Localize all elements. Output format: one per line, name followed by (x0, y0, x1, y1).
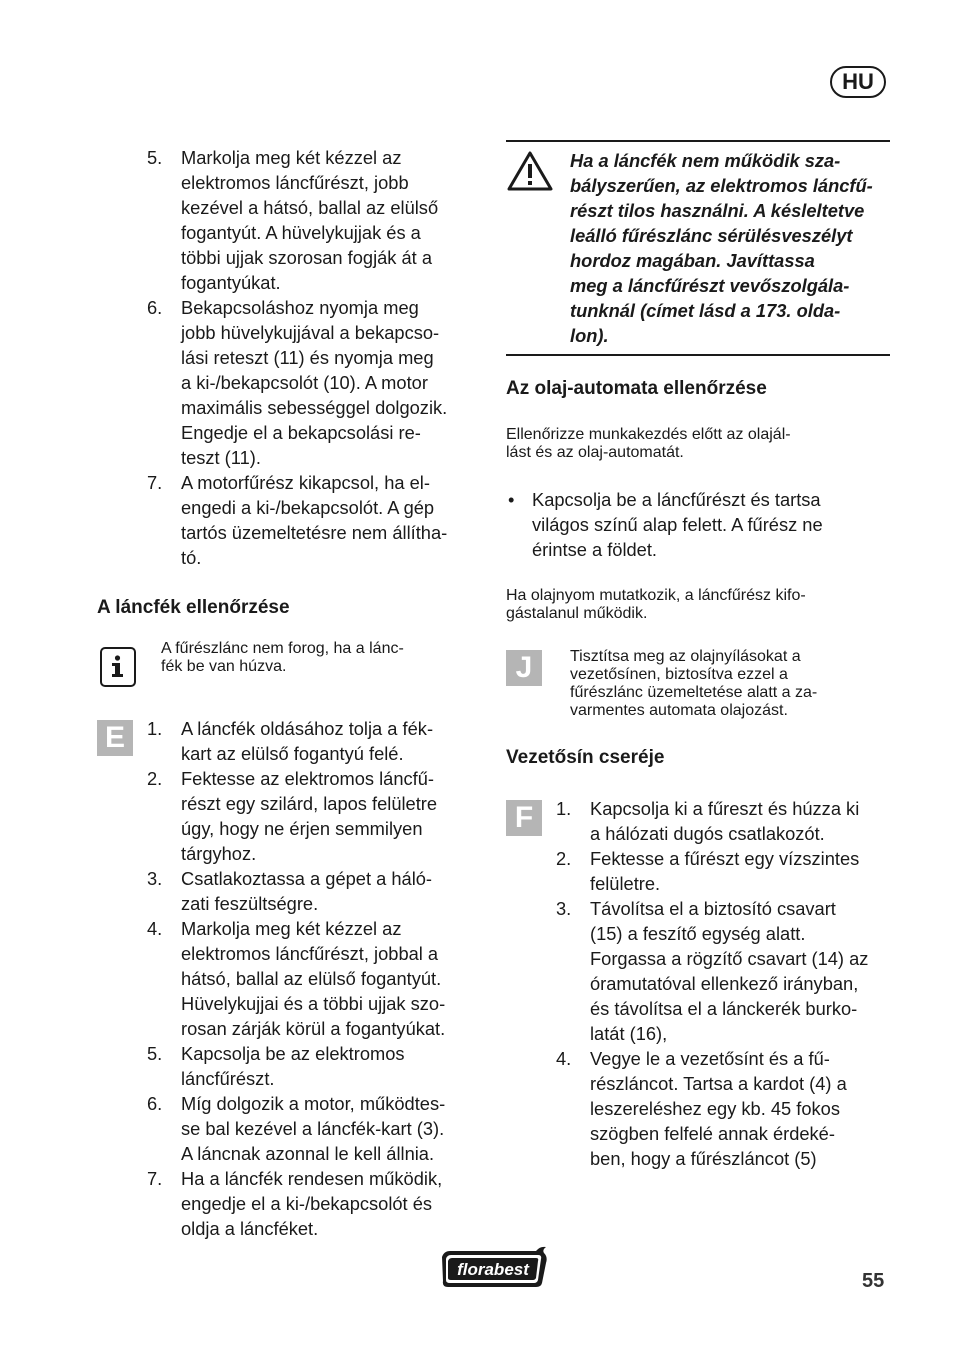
info-note (97, 640, 482, 692)
list-line: lási reteszt (11) és nyomja meg (181, 347, 434, 368)
list-line: Engedje el a bekapcsolási re- (181, 422, 421, 443)
list-number: 1. (147, 718, 163, 739)
left-column (97, 145, 482, 1241)
list-line: ben, hogy a fűrészláncot (5) (590, 1148, 817, 1169)
info-icon (100, 647, 136, 687)
list-item (97, 295, 482, 470)
list-number: 3. (147, 868, 163, 889)
text-line: lon). (570, 325, 609, 346)
warning-box (506, 140, 890, 356)
guide-bar-steps (506, 796, 890, 1171)
text-line: Ellenőrizze munkakezdés előtt az olajál- (506, 426, 791, 443)
text-line: bályszerűen, az elektromos láncfű- (570, 175, 873, 196)
list-item (97, 1166, 482, 1241)
text-line: Kapcsolja be a láncfűrészt és tartsa (532, 489, 821, 510)
list-line: latát (16), (590, 1023, 668, 1044)
list-line: kart az elülső fogantyú felé. (181, 743, 404, 764)
list-line: hátsó, ballal az elülső fogantyút. (181, 968, 442, 989)
right-column (506, 140, 890, 1171)
list-line: Forgassa a rögzítő csavart (14) az (590, 948, 869, 969)
list-line: elektromos láncfűrészt, jobbal a (181, 943, 439, 964)
florabest-logo (438, 1245, 552, 1289)
list-number: 3. (556, 898, 572, 919)
text-line: gástalanul működik. (506, 605, 648, 622)
list-line: Vegye le a vezetősínt és a fű- (590, 1048, 830, 1069)
list-line: fogantyúkat. (181, 272, 281, 293)
list-line: jobb hüvelykujjával a bekapcso- (181, 322, 440, 343)
list-line: a ki-/bekapcsolót (10). A motor (181, 372, 428, 393)
text-line: leálló fűrészlánc sérülésveszélyt (570, 225, 853, 246)
list-item (97, 1041, 482, 1091)
warning-text (570, 148, 890, 348)
list-item (97, 1091, 482, 1166)
list-line: A láncnak azonnal le kell állnia. (181, 1143, 435, 1164)
text-line: részt tilos használni. A késleltetve (570, 200, 865, 221)
list-line: maximális sebességgel dolgozik. (181, 397, 448, 418)
j-note (506, 648, 890, 720)
list-line: Markolja meg két kézzel az (181, 918, 402, 939)
list-number: 7. (147, 472, 163, 493)
list-line: részt egy szilárd, lapos felületre (181, 793, 438, 814)
language-badge: HU (830, 66, 886, 98)
section-letter-f: F (506, 800, 542, 836)
list-line: és távolítsa el a lánckerék burko- (590, 998, 858, 1019)
list-item (97, 916, 482, 1041)
list-line: kezével a hátsó, ballal az elülső (181, 197, 439, 218)
list-line: Bekapcsoláshoz nyomja meg (181, 297, 419, 318)
list-line: leszereléshez egy kb. 45 fokos (590, 1098, 840, 1119)
section-title-oil-check: Az olaj-automata ellenőrzése (506, 378, 767, 399)
list-line: Távolítsa el a biztosító csavart (590, 898, 836, 919)
chain-brake-steps (97, 716, 482, 1241)
text-line: vezetősínen, biztosítva ezzel a (570, 666, 788, 683)
list-line: a hálózati dugós csatlakozót. (590, 823, 825, 844)
list-line: úgy, hogy ne érjen semmilyen (181, 818, 423, 839)
oil-check-result (506, 587, 890, 623)
list-line: engedje el a ki-/bekapcsolót és (181, 1193, 433, 1214)
list-line: Ha a láncfék rendesen működik, (181, 1168, 443, 1189)
text-line: Ha olajnyom mutatkozik, a láncfűrész kifo- (506, 587, 806, 604)
list-item (506, 1046, 890, 1171)
list-line: teszt (11). (181, 447, 261, 468)
list-line: Míg dolgozik a motor, működtes- (181, 1093, 446, 1114)
list-line: A motorfűrész kikapcsol, ha el- (181, 472, 430, 493)
list-line: A láncfék oldásához tolja a fék- (181, 718, 434, 739)
list-line: Hüvelykujjai és a többi ujjak szo- (181, 993, 446, 1014)
list-line: láncfűrészt. (181, 1068, 275, 1089)
list-line: Csatlakoztassa a gépet a háló- (181, 868, 433, 889)
chain-brake-list (97, 716, 482, 1241)
text-line: hordoz magában. Javíttassa (570, 250, 815, 271)
list-line: Kapcsolja be az elektromos (181, 1043, 405, 1064)
list-number: 4. (147, 918, 163, 939)
text-line: Tisztítsa meg az olajnyílásokat a (570, 648, 801, 665)
guide-bar-list (506, 796, 890, 1171)
text-line: lást és az olaj-automatát. (506, 444, 684, 461)
list-line: se bal kezével a láncfék-kart (3). (181, 1118, 445, 1139)
list-item (506, 846, 890, 896)
text-line: tunknál (címet lásd a 173. olda- (570, 300, 841, 321)
text-line: világos színű alap felett. A fűrész ne (532, 514, 823, 535)
steps-list-start (97, 145, 482, 570)
text-line: fűrészlánc üzemeltetése alatt a za- (570, 684, 818, 701)
warning-icon (506, 150, 554, 192)
list-line: (15) a feszítő egység alatt. (590, 923, 806, 944)
text-line: fék be van húzva. (161, 658, 287, 675)
list-line: rosan zárják körül a fogantyúkat. (181, 1018, 446, 1039)
list-number: 6. (147, 1093, 163, 1114)
list-line: zati feszültségre. (181, 893, 319, 914)
list-line: Kapcsolja ki a fűreszt és húzza ki (590, 798, 860, 819)
list-line: Fektesse az elektromos láncfű- (181, 768, 434, 789)
section-letter-e: E (97, 720, 133, 756)
list-number: 2. (147, 768, 163, 789)
j-text (506, 648, 890, 720)
list-line: tárgyhoz. (181, 843, 257, 864)
text-line: meg a láncfűrészt vevőszolgála- (570, 275, 850, 296)
list-line: többi ujjak szorosan fogják át a (181, 247, 433, 268)
info-text (161, 640, 404, 676)
list-item (97, 470, 482, 570)
bullet-dot: • (508, 489, 515, 510)
list-item (97, 866, 482, 916)
list-line: részláncot. Tartsa a kardot (4) a (590, 1073, 847, 1094)
list-line: szögben felfelé annak érdeké- (590, 1123, 835, 1144)
list-line: fogantyút. A hüvelykujjak és a (181, 222, 421, 243)
list-line: Fektesse a fűrészt egy vízszintes (590, 848, 860, 869)
list-number: 4. (556, 1048, 572, 1069)
list-line: engedi a ki-/bekapcsolót. A gép (181, 497, 435, 518)
list-number: 1. (556, 798, 572, 819)
text-line: varmentes automata olajozást. (570, 702, 788, 719)
list-line: felületre. (590, 873, 661, 894)
text-line: érintse a földet. (532, 539, 657, 560)
list-item (506, 896, 890, 1046)
text-line: Ha a láncfék nem működik sza- (570, 150, 841, 171)
list-line: oldja a láncféket. (181, 1218, 319, 1239)
text-line: A fűrészlánc nem forog, ha a lánc- (161, 640, 404, 657)
section-title-guide-bar: Vezetősín cseréje (506, 747, 665, 768)
section-title-chain-brake: A láncfék ellenőrzése (97, 597, 290, 618)
list-line: tó. (181, 547, 202, 568)
list-item (97, 766, 482, 866)
svg-text:florabest: florabest (457, 1260, 529, 1279)
page-number: 55 (862, 1270, 885, 1292)
list-number: 5. (147, 147, 163, 168)
oil-check-intro (506, 426, 890, 462)
section-letter-j: J (506, 650, 542, 686)
list-number: 5. (147, 1043, 163, 1064)
list-item (97, 145, 482, 295)
list-line: óramutatóval ellenkező irányban, (590, 973, 859, 994)
list-number: 7. (147, 1168, 163, 1189)
list-line: elektromos láncfűrészt, jobb (181, 172, 409, 193)
list-line: tartós üzemeltetésre nem állítha- (181, 522, 448, 543)
list-item (506, 796, 890, 846)
list-number: 6. (147, 297, 163, 318)
list-item (97, 716, 482, 766)
bullet-item (506, 487, 890, 562)
list-number: 2. (556, 848, 572, 869)
list-line: Markolja meg két kézzel az (181, 147, 402, 168)
